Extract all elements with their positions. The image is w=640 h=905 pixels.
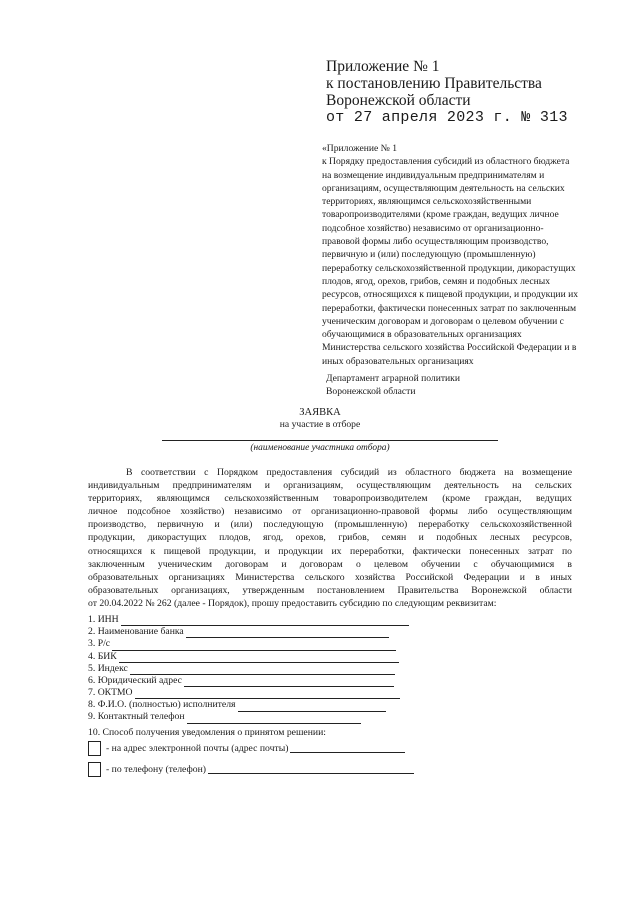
phone-option-checkbox[interactable] — [88, 762, 101, 777]
executor-name-input[interactable] — [238, 702, 386, 712]
application-subtitle: на участие в отборе — [279, 419, 361, 430]
field-label: 8. Ф.И.О. (полностью) исполнителя — [88, 699, 236, 711]
body-line: личное подсобное хозяйство) независимо от организационно-правовой формы либо осуществляющим — [88, 506, 572, 518]
field-label: 9. Контактный телефон — [88, 711, 185, 723]
participant-name-field[interactable] — [162, 440, 498, 441]
field-legal-address — [88, 675, 409, 687]
field-label: 2. Наименование банка — [88, 626, 184, 638]
annex-line: обучающимися в образовательных организациях — [322, 329, 522, 341]
department-line: Воронежской области — [326, 386, 416, 398]
body-line: от 20.04.2022 № 262 (далее - Порядок), прошу предоставить субсидию по следующим реквизитам: — [88, 597, 497, 609]
annex-line: плодов, ягод, орехов, грибов, семян и подобных лесных — [322, 275, 550, 287]
annex-line: подсобное хозяйство) независимо от организационно- — [322, 222, 544, 234]
header-line: к постановлению Правительства — [326, 75, 542, 92]
annex-line: первичную и (или) последующую (промышленную) — [322, 249, 536, 261]
body-line: относящихся к пищевой продукции, и продукции их переработки, фактически понесенных затрат по — [88, 545, 572, 557]
field-oktmo — [88, 687, 409, 699]
annex-line: территориях, являющимся сельскохозяйственными — [322, 196, 532, 208]
addressee-department — [326, 372, 460, 398]
phone-number-input[interactable] — [208, 764, 414, 774]
application-title: ЗАЯВКА — [299, 407, 341, 418]
field-executor-name — [88, 699, 409, 711]
bik-input[interactable] — [119, 653, 399, 663]
body-line: образовательных организациях Министерства сельского хозяйства Российской Федерации и в иных — [88, 571, 572, 583]
field-label: 6. Юридический адрес — [88, 674, 182, 686]
field-label: 7. ОКТМО — [88, 687, 133, 699]
body-line: производство, первичную и (или) последующую (промышленную) переработку сельскохозяйственной — [88, 519, 572, 531]
field-label: 4. БИК — [88, 650, 117, 662]
option-email — [88, 741, 405, 756]
field-account — [88, 638, 409, 650]
option-label: - по телефону (телефон) — [106, 764, 206, 775]
body-line: индивидуальным предпринимателям и организациям, осуществляющим деятельность на сельских — [88, 480, 572, 492]
field-label: 3. Р/с — [88, 638, 111, 650]
field-label: 5. Индекс — [88, 662, 128, 674]
contact-phone-input[interactable] — [187, 714, 361, 724]
oktmo-input[interactable] — [135, 689, 400, 699]
email-option-checkbox[interactable] — [88, 741, 101, 756]
annex-line: переработку сельскохозяйственной продукции, дикорастущих — [322, 262, 576, 274]
annex-line: «Приложение № 1 — [322, 143, 398, 154]
header-line: Приложение № 1 — [326, 58, 440, 75]
annex-reference — [322, 142, 622, 368]
annex-line: переработки, фактически понесенных затрат по заключенным — [322, 302, 577, 314]
annex-line: организациям, осуществляющим деятельность на сельских — [322, 182, 565, 194]
bank-name-input[interactable] — [186, 628, 389, 638]
body-line: продукции, дикорастущих плодов, ягод, орехов, грибов, семян и подобных лесных ресурсов, — [88, 532, 572, 544]
annex-line: к Порядку предоставления субсидий из областного бюджета — [322, 156, 570, 168]
legal-address-input[interactable] — [184, 677, 394, 687]
body-line: В соответствии с Порядком предоставления субсидий из областного бюджета на возмещение — [126, 467, 572, 478]
body-line: образовательных организациях, утвержденным постановлением Правительства Воронежской области — [88, 584, 572, 596]
annex-line: Министерства сельского хозяйства Российской Федерации и в — [322, 342, 577, 354]
field-inn — [88, 614, 409, 626]
index-input[interactable] — [130, 665, 395, 675]
application-body — [88, 466, 572, 610]
requisites-list — [88, 614, 409, 724]
notification-method-title: 10. Способ получения уведомления о принятом решении: — [88, 727, 326, 738]
field-index — [88, 663, 409, 675]
department-line: Департамент аграрной политики — [326, 373, 460, 384]
annex-line: на возмещение индивидуальным предпринимателям и — [322, 169, 545, 181]
email-address-input[interactable] — [290, 743, 405, 753]
field-bik — [88, 651, 409, 663]
option-phone — [88, 762, 414, 777]
header-line: Воронежской области — [326, 92, 471, 109]
resolution-header — [326, 58, 568, 126]
annex-line: правовой формы либо осуществляющим производство, — [322, 236, 549, 248]
annex-line: ресурсов, относящихся к пищевой продукции, и продукции их — [322, 289, 579, 301]
annex-line: иных образовательных организациях — [322, 355, 474, 367]
account-input[interactable] — [112, 641, 396, 651]
participant-name-caption: (наименование участника отбора) — [250, 443, 390, 453]
field-contact-phone — [88, 712, 409, 724]
field-bank-name — [88, 626, 409, 638]
inn-input[interactable] — [121, 616, 409, 626]
body-line: заключенным ученическим договорам и договорам о целевом обучении с обучающимися в — [88, 558, 572, 570]
field-label: 1. ИНН — [88, 613, 119, 625]
annex-line: ученическим договорам и договорам о целевом обучении с — [322, 315, 564, 327]
annex-line: товаропроизводителями (кроме граждан, ведущих личное — [322, 209, 559, 221]
body-line: территориях, являющимся сельскохозяйственным товаропроизводителем (кроме граждан, ведущих — [88, 493, 572, 505]
resolution-date-number: от 27 апреля 2023 г. № 313 — [326, 109, 568, 126]
option-label: - на адрес электронной почты (адрес почты) — [106, 743, 289, 754]
